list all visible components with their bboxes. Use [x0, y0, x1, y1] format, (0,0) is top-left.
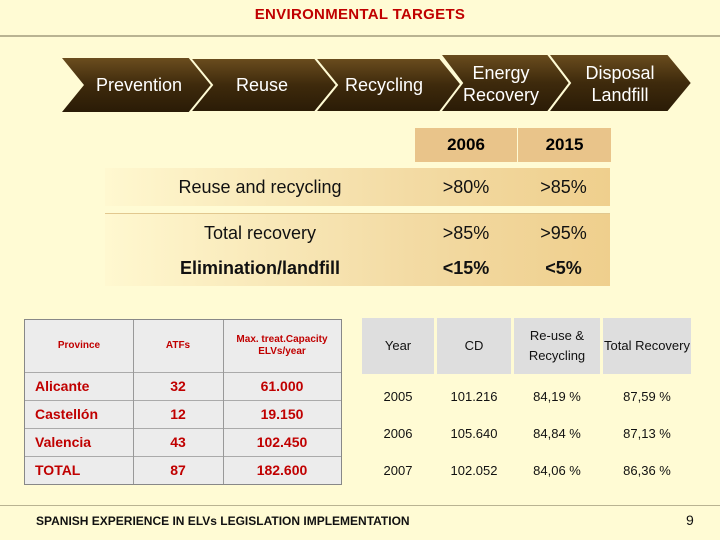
cell-atfs-total: 87 — [170, 462, 186, 478]
cell-reuse-recycling: 84,19 % — [533, 388, 581, 404]
hierarchy-disposal-landfill: Disposal Landfill — [585, 63, 655, 105]
target-label: Elimination/landfill — [179, 257, 340, 278]
footer-caption: SPANISH EXPERIENCE IN ELVs LEGISLATION IMPLEMENTATION — [36, 514, 410, 528]
cell-atfs: 12 — [170, 406, 186, 422]
cell-reuse-recycling: 84,84 % — [533, 425, 581, 441]
year-header-2006: 2006 — [415, 128, 517, 162]
header-year: Year — [362, 318, 434, 374]
header-province: Province — [57, 340, 101, 351]
cell-total-recovery: 87,13 % — [623, 425, 671, 441]
cell-cd: 105.640 — [450, 425, 498, 441]
header-atfs: ATFs — [165, 340, 191, 351]
cell-capacity: 102.450 — [256, 434, 308, 450]
cell-cd: 101.216 — [450, 388, 498, 404]
target-value-2015: >85% — [540, 176, 587, 197]
cell-capacity: 19.150 — [260, 406, 304, 422]
target-value-2006: <15% — [442, 257, 490, 278]
cell-capacity-total: 182.600 — [256, 462, 308, 478]
cell-capacity: 61.000 — [260, 378, 304, 394]
footer-divider — [0, 505, 720, 506]
page-number: 9 — [686, 512, 694, 528]
page-title: ENVIRONMENTAL TARGETS — [254, 6, 466, 23]
province-table — [24, 319, 342, 485]
year-header-2015: 2015 — [517, 128, 611, 162]
header-total-recovery: Total Recovery — [603, 318, 691, 374]
target-value-2015: <5% — [545, 257, 582, 278]
cell-year: 2005 — [383, 388, 413, 404]
cell-cd: 102.052 — [450, 462, 498, 478]
target-row-elimination-landfill — [105, 250, 610, 286]
cell-province: Castellón — [35, 406, 99, 422]
target-row-reuse-recycling — [105, 168, 610, 206]
cell-province: Valencia — [35, 434, 92, 450]
cell-atfs: 32 — [170, 378, 186, 394]
hierarchy-energy-recovery: Energy Recovery — [462, 63, 540, 105]
target-value-2015: >95% — [540, 222, 587, 243]
header-reuse-recycling: Re-use & Recycling — [514, 318, 600, 374]
header-cd: CD — [437, 318, 511, 374]
cell-total-recovery: 87,59 % — [623, 388, 671, 404]
cell-province-total: TOTAL — [35, 462, 81, 478]
target-value-2006: >80% — [442, 176, 490, 197]
target-value-2006: >85% — [442, 222, 490, 243]
cell-total-recovery: 86,36 % — [623, 462, 671, 478]
cell-reuse-recycling: 84,06 % — [533, 462, 581, 478]
hierarchy-recycling: Recycling — [344, 75, 424, 95]
target-row-total-recovery — [105, 214, 610, 252]
top-divider — [0, 35, 720, 37]
cell-atfs: 43 — [170, 434, 186, 450]
cell-province: Alicante — [35, 378, 90, 394]
header-capacity: Max. treat.Capacity ELVs/year — [236, 334, 328, 357]
target-label: Reuse and recycling — [178, 176, 342, 197]
cell-year: 2006 — [383, 425, 413, 441]
cell-year: 2007 — [383, 462, 413, 478]
hierarchy-prevention: Prevention — [95, 75, 183, 95]
target-label: Total recovery — [203, 222, 317, 243]
hierarchy-reuse: Reuse — [235, 75, 289, 95]
